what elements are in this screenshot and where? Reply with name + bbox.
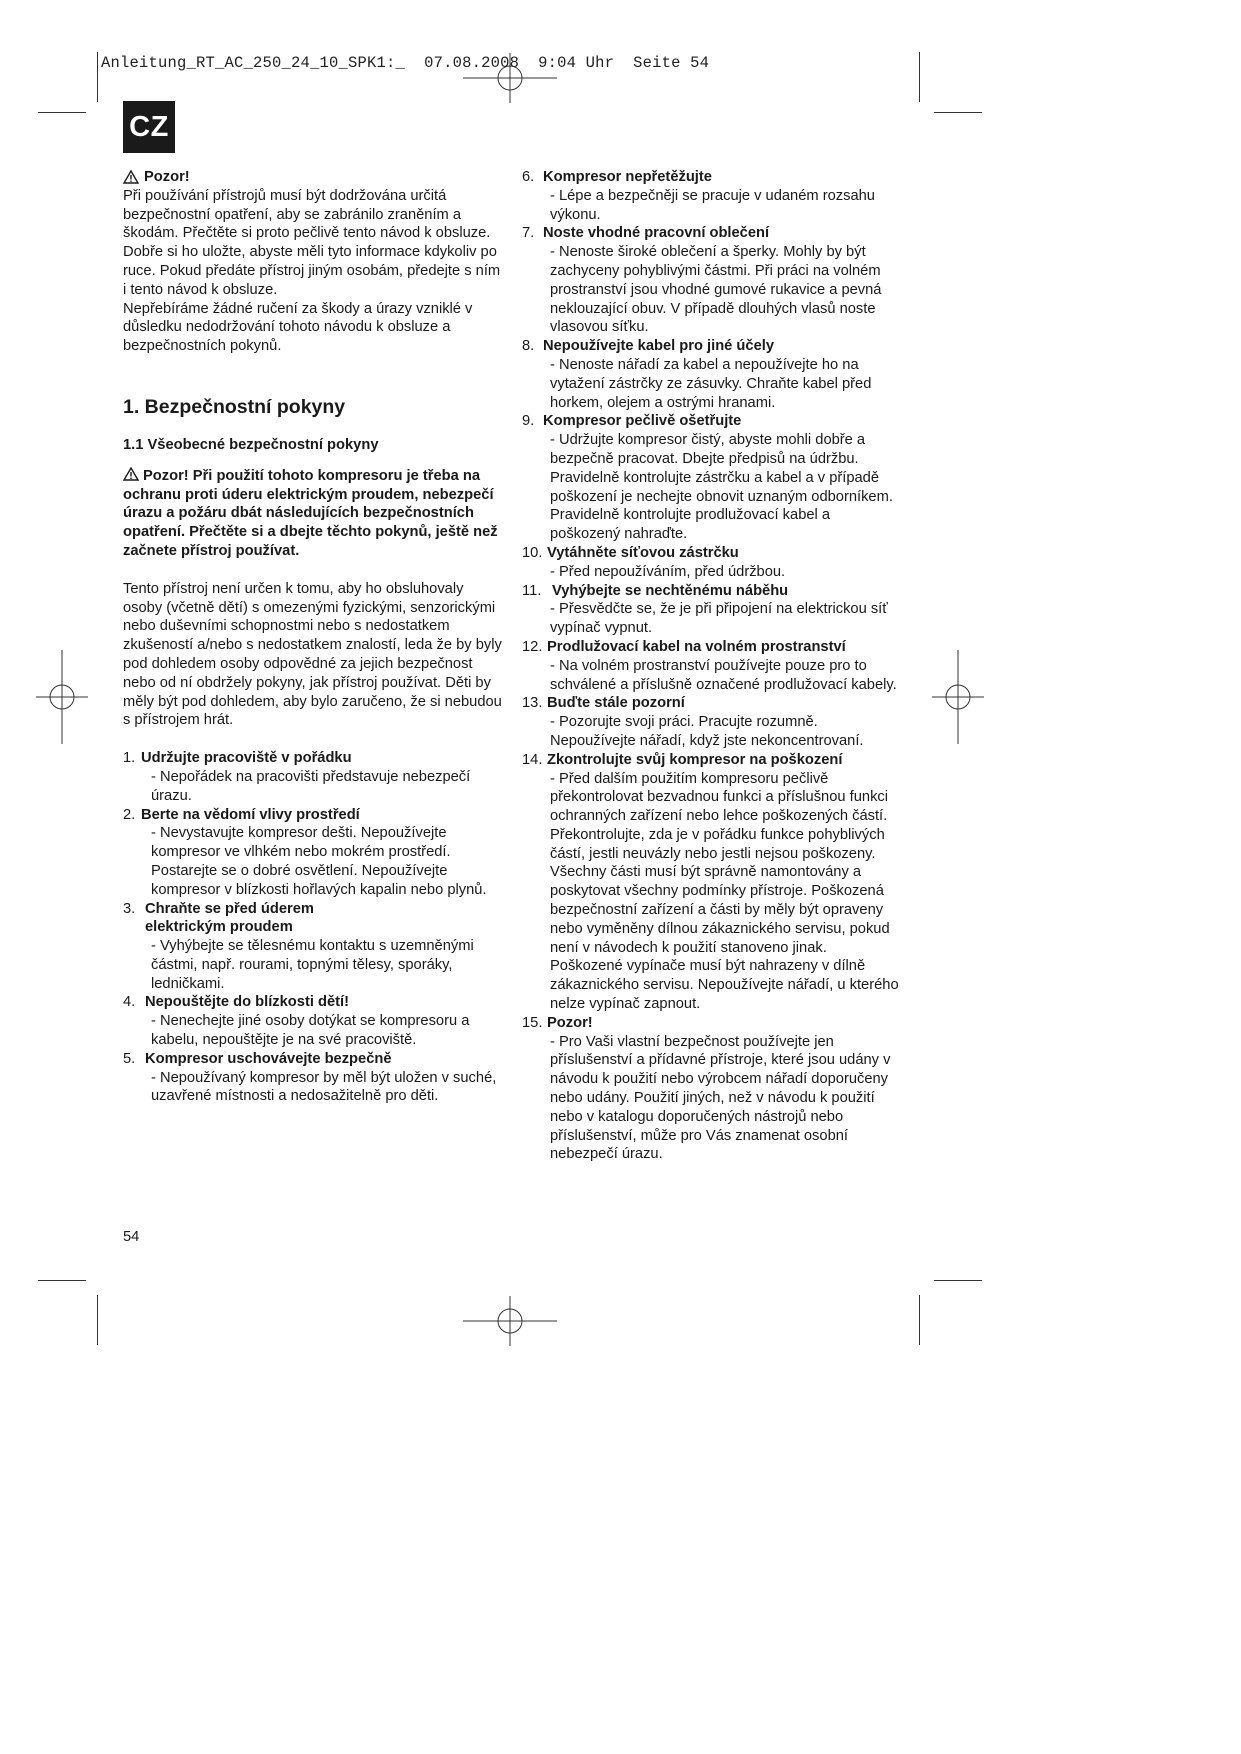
- item-number: 3.: [123, 900, 136, 917]
- item-title: Udržujte pracoviště v pořádku: [141, 750, 352, 767]
- item-title: Kompresor pečlivě ošetřujte: [543, 413, 742, 430]
- list-item: [522, 168, 900, 224]
- warning-triangle-icon: [123, 170, 139, 184]
- slug-time: 9:04 Uhr: [538, 54, 615, 72]
- slug-page: Seite 54: [633, 54, 710, 72]
- list-item: [522, 1014, 900, 1164]
- crop-mark-bottom-right-horizontal: [934, 1280, 982, 1281]
- item-title: Nepouštějte do blízkosti dětí!: [145, 994, 350, 1011]
- list-item: [522, 224, 900, 337]
- item-text: - Před nepoužíváním, před údržbou.: [550, 563, 786, 580]
- item-text: - Nenoste nářadí za kabel a nepoužívejte ho na vytažení zástrčky ze zásuvky. Chraňte kabel před horkem, olejem a ostrými hranami.: [550, 356, 872, 411]
- item-text: - Před dalším použitím kompresoru pečlivě překontrolovat bezvadnou funkci a příslušnou funkci ochranných zařízení nebo lehce poškozených částí. Překontrolujte, zda je v pořádku funkce pohyblivých částí, jestli neuvázly nebo jestli nejsou poškozeny. Všechny části musí být správně namontovány a poskytovat všechny podmínky přístroje. Poškozená bezpečnostní zařízení a části by měly být opraveny nebo vyměněny dílnou zákaznického servisu, pokud není v návodech k použití stanoveno jinak. Poškozené vypínače musí být nahrazeny v dílně zákaznického servisu. Nepoužívejte nářadí, u kterého nelze vypínač zapnout.: [550, 770, 899, 1013]
- item-text: - Pro Vaši vlastní bezpečnost používejte jen příslušenství a přídavné přístroje, které jsou udány v návodu k použití nebo výrobcem nářadí doporučeny nebo udány. Použití jiných, než v návodu k použití nebo v katalogu doporučených nástrojů nebo příslušenství, může pro Vás znamenat osobní nebezpečí úrazu.: [550, 1033, 891, 1163]
- item-text: - Pozorujte svoji práci. Pracujte rozumně. Nepoužívejte nářadí, když jste nekoncentrovaní.: [550, 714, 864, 749]
- registration-mark-left: [36, 650, 88, 744]
- item-title: Noste vhodné pracovní oblečení: [543, 225, 770, 242]
- list-item: [522, 544, 900, 582]
- item-text: - Vyhýbejte se tělesnému kontaktu s uzemněnými částmi, např. rourami, topnými tělesy, sporáky, ledničkami.: [151, 938, 474, 992]
- right-column: [522, 168, 900, 1164]
- item-title: Prodlužovací kabel na volném prostranství: [547, 638, 846, 655]
- item-title: Zkontrolujte svůj kompresor na poškození: [547, 751, 843, 768]
- item-number: 5.: [123, 1050, 136, 1067]
- item-title: Kompresor nepřetěžujte: [543, 169, 712, 185]
- item-number: 12.: [522, 638, 543, 655]
- list-item: [123, 806, 503, 900]
- item-title: Buďte stále pozorní: [547, 695, 685, 712]
- list-item: [522, 638, 900, 694]
- item-title: Pozor!: [547, 1014, 593, 1031]
- slug-date: 07.08.2008: [424, 54, 520, 72]
- crop-mark-top-left-horizontal: [38, 112, 86, 113]
- print-slug: [101, 54, 709, 72]
- item-number: 13.: [522, 695, 543, 712]
- page-number: 54: [123, 1229, 140, 1245]
- item-title: Kompresor uschovávejte bezpečně: [145, 1050, 392, 1067]
- item-text: - Přesvědčte se, že je při připojení na elektrickou síť vypínač vypnut.: [550, 601, 888, 637]
- item-text: - Nepoužívaný kompresor by měl být uložen v suché, uzavřené místnosti a nedosažitelně pro děti.: [151, 1069, 497, 1105]
- liability-paragraph: Nepřebíráme žádné ručení za škody a úrazy vzniklé v důsledku nedodržování tohoto návodu k obsluze a bezpečnostních pokynů.: [123, 300, 473, 355]
- item-number: 4.: [123, 994, 136, 1011]
- list-item: [522, 751, 900, 1014]
- item-title: Vyhýbejte se nechtěnému náběhu: [552, 582, 789, 599]
- item-text: - Nenoste široké oblečení a šperky. Mohly by být zachyceny pohyblivými částmi. Při práci na volném prostranství jsou vhodné gumové rukavice a pevná neklouzající obuv. V případě dlouhých vlasů noste vlasovou síťku.: [550, 244, 882, 336]
- warning-triangle-icon: [123, 467, 139, 481]
- safety-warning-text: Pozor! Při použití tohoto kompresoru je třeba na ochranu proti úderu elektrickým proudem, nebezpečí úrazu a požáru dbát následujících bezpečnostních opatření. Přečtěte si a dbejte těchto pokynů, ještě než začnete přístroj používat.: [123, 467, 498, 559]
- item-text: - Nenechejte jiné osoby dotýkat se kompresoru a kabelu, nepouštějte je na své pracoviště.: [151, 1013, 470, 1049]
- item-number: 14.: [522, 751, 543, 768]
- item-number: 9.: [522, 413, 535, 430]
- item-title: Vytáhněte síťovou zástrčku: [547, 544, 739, 561]
- list-item: [123, 749, 503, 805]
- crop-mark-bottom-left-horizontal: [38, 1280, 86, 1281]
- item-number: 2.: [123, 806, 136, 823]
- crop-mark-top-left-vertical: [97, 52, 98, 102]
- list-item: [522, 412, 900, 544]
- item-number: 6.: [522, 169, 535, 185]
- list-item: [522, 694, 900, 750]
- item-title: Berte na vědomí vlivy prostředí: [141, 806, 360, 823]
- registration-mark-bottom: [463, 1296, 557, 1346]
- crop-mark-bottom-right-vertical: [919, 1295, 920, 1345]
- registration-mark-top: [463, 53, 557, 103]
- item-text: - Nevystavujte kompresor dešti. Nepoužívejte kompresor ve vlhkém nebo mokrém prostředí. Postarejte se o dobré osvětlení. Nepoužívejte kompresor v blízkosti hořlavých kapalin nebo plynů.: [151, 825, 487, 898]
- item-number: 1.: [123, 750, 136, 767]
- section-heading: 1. Bezpečnostní pokyny: [123, 395, 346, 418]
- item-number: 10.: [522, 544, 543, 561]
- children-note-paragraph: Tento přístroj není určen k tomu, aby ho obsluhovaly osoby (včetně dětí) s omezenými fyzickými, senzorickými nebo duševními schopnostmi nebo s nedostatkem zkušeností a/nebo s nedostatkem znalostí, leda že by byly pod dohledem osoby odpovědné za jejich bezpečnost nebo od ní obdržely pokyny, jak přístroj používat. Děti by měly být pod dohledem, aby bylo zaručeno, že si nebudou s přístrojem hrát.: [123, 580, 502, 729]
- item-number: 15.: [522, 1014, 543, 1031]
- slug-filename: Anleitung_RT_AC_250_24_10_SPK1:_: [101, 54, 406, 72]
- language-badge: CZ: [123, 101, 175, 153]
- intro-paragraph: Při používání přístrojů musí být dodržována určitá bezpečnostní opatření, aby se zabránilo zraněním a škodám. Přečtěte si proto pečlivě tento návod k obsluze. Dobře si ho uložte, abyste měli tyto informace kdykoliv po ruce. Pokud předáte přístroj jiným osobám, předejte s ním i tento návod k obsluze.: [123, 187, 501, 298]
- list-item: [123, 900, 503, 994]
- list-item: [522, 582, 900, 638]
- section-subheading: 1.1 Všeobecné bezpečnostní pokyny: [123, 436, 379, 453]
- safety-warning-block: [123, 467, 503, 561]
- item-title: Chraňte se před úderem elektrickým proudem: [145, 900, 314, 936]
- crop-mark-top-right-horizontal: [934, 112, 982, 113]
- item-text: - Na volném prostranství používejte pouze pro to schválené a příslušně označené prodlužovací kabely.: [550, 657, 897, 693]
- safety-list-right: [522, 168, 900, 1164]
- left-column: [123, 168, 503, 1106]
- item-text: - Lépe a bezpečněji se pracuje v udaném rozsahu výkonu.: [550, 187, 875, 223]
- item-text: - Udržujte kompresor čistý, abyste mohli dobře a bezpečně pracovat. Dbejte předpisů na údržbu. Pravidelně kontrolujte zástrčku a kabel a v případě poškození je nechejte obnovit uznaným odborníkem. Pravidelně kontrolujte prodlužovací kabel a poškozený nahraďte.: [550, 432, 893, 543]
- item-number: 11.: [522, 582, 542, 599]
- item-title: Nepoužívejte kabel pro jiné účely: [543, 338, 774, 355]
- list-item: [522, 337, 900, 412]
- safety-list-left: [123, 749, 503, 1106]
- item-text: - Nepořádek na pracovišti představuje nebezpečí úrazu.: [151, 768, 471, 804]
- intro-title-text: Pozor!: [144, 169, 190, 185]
- crop-mark-top-right-vertical: [919, 52, 920, 102]
- list-item: [123, 1050, 503, 1106]
- item-number: 8.: [522, 338, 535, 355]
- list-item: [123, 993, 503, 1049]
- crop-mark-bottom-left-vertical: [97, 1295, 98, 1345]
- registration-mark-right: [932, 650, 984, 744]
- item-number: 7.: [522, 225, 535, 242]
- intro-warning-title: [123, 168, 503, 187]
